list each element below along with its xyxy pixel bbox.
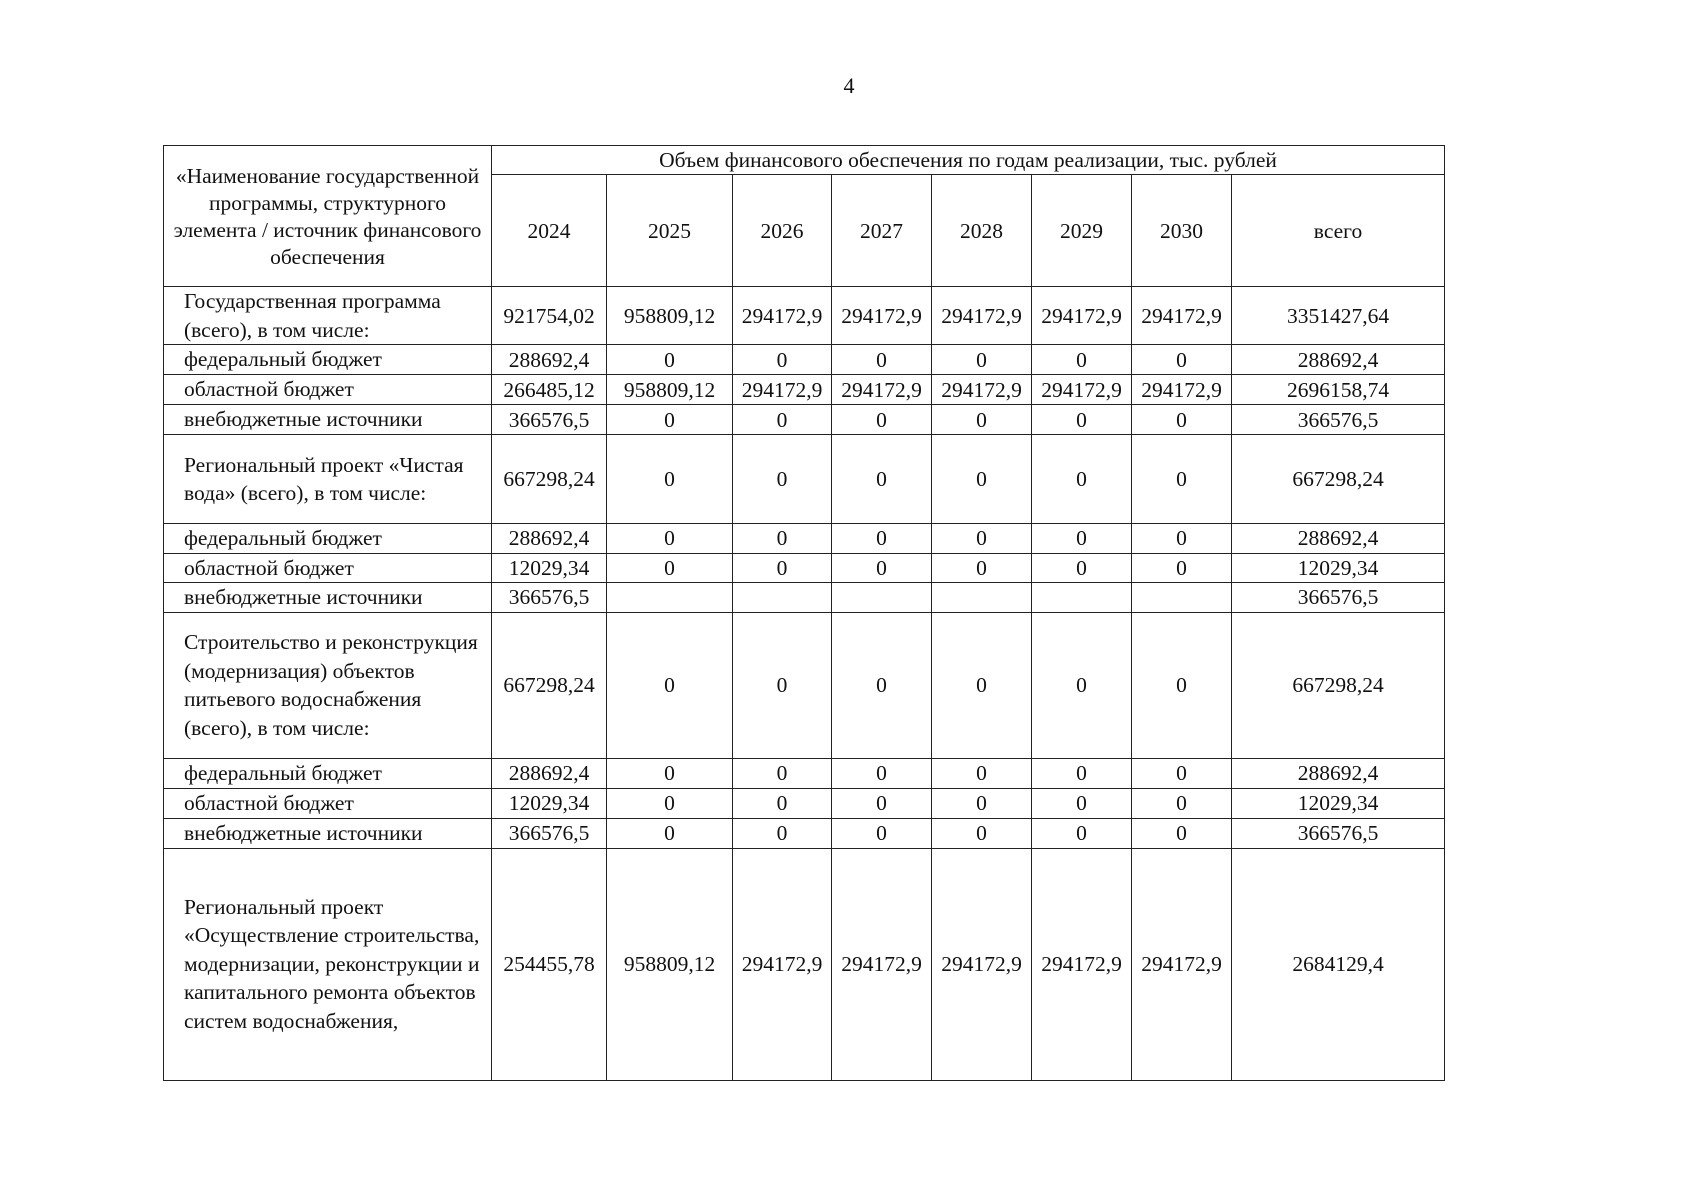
- value-cell: 0: [1132, 435, 1232, 524]
- value-cell: 0: [932, 405, 1032, 435]
- table-row: [164, 524, 1445, 554]
- value-cell: 294172,9: [832, 287, 932, 345]
- row-name-cell: областной бюджет: [164, 553, 492, 583]
- value-cell: 294172,9: [1132, 375, 1232, 405]
- table-row: [164, 848, 1445, 1080]
- value-cell: 0: [1132, 405, 1232, 435]
- value-cell: 366576,5: [492, 583, 607, 613]
- value-cell: 288692,4: [492, 524, 607, 554]
- row-name-cell: Строительство и реконструкция (модернизация) объектов питьевого водоснабжения (всего), в том числе:: [164, 612, 492, 758]
- year-header: 2024: [492, 175, 607, 287]
- value-cell: [733, 583, 832, 613]
- value-cell: 0: [733, 405, 832, 435]
- value-cell: 667298,24: [492, 435, 607, 524]
- table-row: [164, 758, 1445, 788]
- value-cell: 288692,4: [492, 758, 607, 788]
- total-cell: 2696158,74: [1232, 375, 1445, 405]
- table-row: [164, 405, 1445, 435]
- value-cell: 0: [1032, 612, 1132, 758]
- total-cell: 366576,5: [1232, 818, 1445, 848]
- value-cell: 0: [607, 553, 733, 583]
- header-volume-cell: Объем финансового обеспечения по годам реализации, тыс. рублей: [492, 146, 1445, 175]
- value-cell: 0: [607, 788, 733, 818]
- value-cell: 0: [832, 345, 932, 375]
- value-cell: 0: [832, 612, 932, 758]
- value-cell: 0: [832, 524, 932, 554]
- value-cell: 12029,34: [492, 553, 607, 583]
- value-cell: 667298,24: [492, 612, 607, 758]
- value-cell: 294172,9: [932, 375, 1032, 405]
- value-cell: 0: [932, 758, 1032, 788]
- value-cell: 0: [733, 788, 832, 818]
- value-cell: 958809,12: [607, 287, 733, 345]
- value-cell: 0: [832, 553, 932, 583]
- value-cell: 0: [832, 405, 932, 435]
- value-cell: 0: [832, 758, 932, 788]
- value-cell: 294172,9: [1032, 848, 1132, 1080]
- financing-table: [163, 145, 1445, 1081]
- value-cell: 294172,9: [832, 375, 932, 405]
- row-name-cell: областной бюджет: [164, 788, 492, 818]
- value-cell: 294172,9: [932, 287, 1032, 345]
- row-name-cell: федеральный бюджет: [164, 524, 492, 554]
- header-name-cell: «Наименование государственной программы, структурного элемента / источник финансового обеспечения: [164, 146, 492, 287]
- row-name-cell: Государственная программа (всего), в том числе:: [164, 287, 492, 345]
- table-row: [164, 435, 1445, 524]
- value-cell: 0: [1132, 818, 1232, 848]
- value-cell: 0: [1132, 524, 1232, 554]
- value-cell: 0: [832, 788, 932, 818]
- value-cell: 0: [607, 345, 733, 375]
- value-cell: 294172,9: [932, 848, 1032, 1080]
- total-cell: 288692,4: [1232, 524, 1445, 554]
- value-cell: 0: [1132, 758, 1232, 788]
- table-row: [164, 818, 1445, 848]
- row-name-cell: внебюджетные источники: [164, 405, 492, 435]
- row-name-cell: внебюджетные источники: [164, 583, 492, 613]
- value-cell: 0: [932, 553, 1032, 583]
- year-header: 2026: [733, 175, 832, 287]
- year-header: 2025: [607, 175, 733, 287]
- table-row: [164, 583, 1445, 613]
- value-cell: 0: [607, 758, 733, 788]
- value-cell: 0: [1132, 553, 1232, 583]
- total-cell: 366576,5: [1232, 405, 1445, 435]
- year-header: 2027: [832, 175, 932, 287]
- value-cell: [832, 583, 932, 613]
- value-cell: 0: [932, 345, 1032, 375]
- value-cell: 266485,12: [492, 375, 607, 405]
- value-cell: [1032, 583, 1132, 613]
- value-cell: 0: [1032, 788, 1132, 818]
- page-number: 4: [843, 73, 855, 98]
- table-row: [164, 788, 1445, 818]
- table-row: [164, 375, 1445, 405]
- value-cell: 288692,4: [492, 345, 607, 375]
- value-cell: 0: [1132, 345, 1232, 375]
- table-row: [164, 612, 1445, 758]
- value-cell: 958809,12: [607, 375, 733, 405]
- value-cell: 254455,78: [492, 848, 607, 1080]
- row-name-cell: Региональный проект «Осуществление строительства, модернизации, реконструкции и капитального ремонта объектов систем водоснабжения,: [164, 848, 492, 1080]
- row-name-cell: областной бюджет: [164, 375, 492, 405]
- value-cell: 294172,9: [1132, 848, 1232, 1080]
- value-cell: 0: [1132, 788, 1232, 818]
- value-cell: 0: [1032, 435, 1132, 524]
- row-name-cell: федеральный бюджет: [164, 345, 492, 375]
- value-cell: 0: [607, 405, 733, 435]
- value-cell: 0: [832, 435, 932, 524]
- value-cell: 0: [932, 788, 1032, 818]
- value-cell: 0: [733, 553, 832, 583]
- value-cell: [1132, 583, 1232, 613]
- value-cell: 294172,9: [733, 287, 832, 345]
- value-cell: 366576,5: [492, 818, 607, 848]
- header-row-top: [164, 146, 1445, 175]
- table-row: [164, 553, 1445, 583]
- value-cell: 366576,5: [492, 405, 607, 435]
- value-cell: 294172,9: [1132, 287, 1232, 345]
- table-row: [164, 345, 1445, 375]
- value-cell: 294172,9: [832, 848, 932, 1080]
- value-cell: 0: [1032, 345, 1132, 375]
- value-cell: 0: [733, 345, 832, 375]
- value-cell: 0: [1032, 524, 1132, 554]
- value-cell: 921754,02: [492, 287, 607, 345]
- total-cell: 12029,34: [1232, 788, 1445, 818]
- year-header: 2030: [1132, 175, 1232, 287]
- value-cell: 0: [1032, 553, 1132, 583]
- value-cell: 0: [733, 612, 832, 758]
- value-cell: 294172,9: [1032, 375, 1132, 405]
- total-cell: 667298,24: [1232, 435, 1445, 524]
- total-cell: 288692,4: [1232, 758, 1445, 788]
- row-name-cell: федеральный бюджет: [164, 758, 492, 788]
- value-cell: 0: [932, 818, 1032, 848]
- year-header: 2028: [932, 175, 1032, 287]
- value-cell: 0: [733, 818, 832, 848]
- value-cell: 0: [733, 524, 832, 554]
- value-cell: 0: [607, 524, 733, 554]
- value-cell: 0: [733, 758, 832, 788]
- value-cell: 0: [932, 524, 1032, 554]
- table-row: [164, 287, 1445, 345]
- total-cell: 12029,34: [1232, 553, 1445, 583]
- value-cell: [932, 583, 1032, 613]
- total-cell: 667298,24: [1232, 612, 1445, 758]
- total-cell: 288692,4: [1232, 345, 1445, 375]
- row-name-cell: Региональный проект «Чистая вода» (всего), в том числе:: [164, 435, 492, 524]
- value-cell: 0: [1032, 758, 1132, 788]
- value-cell: 294172,9: [1032, 287, 1132, 345]
- value-cell: 0: [932, 435, 1032, 524]
- value-cell: 0: [932, 612, 1032, 758]
- year-header: 2029: [1032, 175, 1132, 287]
- value-cell: 12029,34: [492, 788, 607, 818]
- value-cell: 0: [607, 818, 733, 848]
- value-cell: [607, 583, 733, 613]
- row-name-cell: внебюджетные источники: [164, 818, 492, 848]
- value-cell: 294172,9: [733, 848, 832, 1080]
- value-cell: 0: [1032, 818, 1132, 848]
- value-cell: 0: [607, 435, 733, 524]
- total-cell: 366576,5: [1232, 583, 1445, 613]
- total-header: всего: [1232, 175, 1445, 287]
- value-cell: 0: [832, 818, 932, 848]
- value-cell: 0: [1032, 405, 1132, 435]
- value-cell: 0: [1132, 612, 1232, 758]
- total-cell: 3351427,64: [1232, 287, 1445, 345]
- value-cell: 294172,9: [733, 375, 832, 405]
- value-cell: 958809,12: [607, 848, 733, 1080]
- total-cell: 2684129,4: [1232, 848, 1445, 1080]
- value-cell: 0: [607, 612, 733, 758]
- value-cell: 0: [733, 435, 832, 524]
